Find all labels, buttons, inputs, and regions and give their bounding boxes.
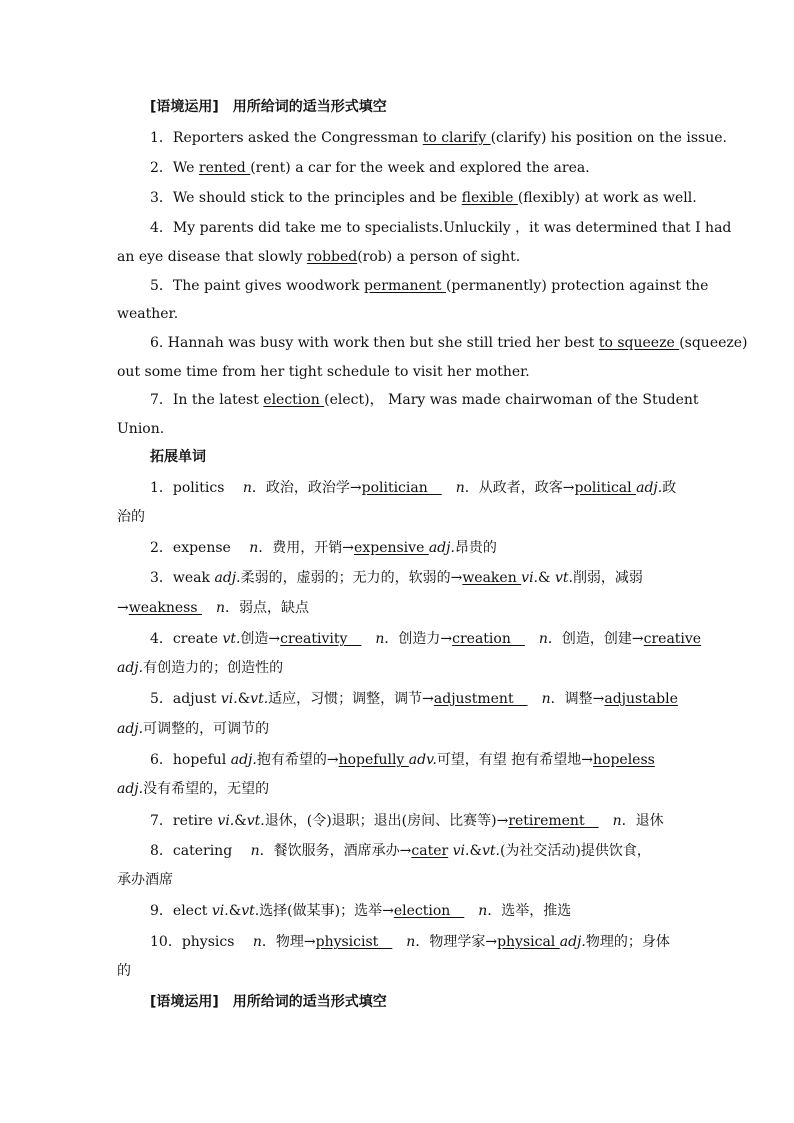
vocab-text <box>442 480 456 496</box>
section-heading: [语境运用] 用所给词的适当形式填空 <box>150 99 387 115</box>
answer-blank: physical <box>497 934 560 950</box>
answer-blank: creation <box>452 631 525 647</box>
vocab-text <box>392 934 406 950</box>
vocab-item <box>150 932 677 952</box>
vocab-text: 5．adjust <box>150 691 221 707</box>
vocab-text: 7．retire <box>150 813 218 829</box>
pos: n <box>455 480 465 496</box>
vocab-text: 10．physics <box>150 934 253 950</box>
item-text: 2．We <box>150 160 199 176</box>
vocab-text: & <box>538 570 555 586</box>
answer-blank: to clarify <box>422 130 491 146</box>
pos: adj. <box>117 781 144 797</box>
section-heading: [语境运用] 用所给词的适当形式填空 <box>150 994 387 1010</box>
pos: adj. <box>117 660 144 676</box>
answer-blank: election <box>263 392 325 408</box>
item-text: (permanently) protection against the <box>445 278 709 294</box>
vocab-text: 削弱，减弱 <box>572 570 643 586</box>
vocab-text: & <box>237 691 251 707</box>
vocab-text: 选择(做某事)；选举→ <box>259 903 394 919</box>
pos: n <box>252 934 262 950</box>
vocab-text <box>525 631 539 647</box>
item-text: (flexibly) at work as well. <box>517 190 697 206</box>
vocab-text: ．退休 <box>621 813 664 829</box>
pos: vt. <box>222 631 241 647</box>
vocab-text: ．费用，开销→ <box>258 540 355 556</box>
answer-blank: creativity <box>280 631 362 647</box>
pos: vt. <box>241 903 260 919</box>
vocab-item <box>150 750 677 770</box>
vocab-text: 柔弱的，虚弱的；无力的，软弱的→ <box>240 570 463 586</box>
pos: adj. <box>559 934 586 950</box>
vocab-item-continued: 承办酒席 <box>117 872 173 888</box>
pos: adj. <box>230 752 257 768</box>
pos: adj. <box>636 480 663 496</box>
vocab-text: ．创造，创建→ <box>547 631 644 647</box>
vocab-text <box>464 903 478 919</box>
answer-blank: permanent <box>364 278 446 294</box>
pos: n <box>215 600 225 616</box>
pos: adj. <box>428 540 455 556</box>
exercise-item <box>150 188 697 208</box>
vocab-item <box>150 568 677 588</box>
item-text: 3．We should stick to the principles and be <box>150 190 462 206</box>
exercise-item <box>150 333 748 353</box>
vocab-text: 没有希望的，无望的 <box>143 781 270 797</box>
pos: n <box>406 934 416 950</box>
answer-blank: physicist <box>315 934 393 950</box>
vocab-text: ．调整→ <box>550 691 605 707</box>
pos: n <box>375 631 385 647</box>
vocab-text: 昂贵的 <box>454 540 497 556</box>
vocab-text: ．创造力→ <box>384 631 453 647</box>
pos: vi. <box>448 843 470 859</box>
vocab-text: & <box>469 843 482 859</box>
vocab-item-continued <box>117 598 677 618</box>
vocab-item <box>150 811 677 831</box>
vocab-item-continued <box>117 658 677 678</box>
item-text: (rob) a person of sight. <box>357 249 521 265</box>
vocab-text <box>361 631 375 647</box>
arrow: → <box>117 600 129 616</box>
pos: n <box>538 631 548 647</box>
vocab-text: & <box>234 813 247 829</box>
exercise-item <box>150 390 699 410</box>
vocab-item <box>150 538 677 558</box>
vocab-text: ．弱点，缺点 <box>225 600 309 616</box>
answer-blank: adjustable <box>604 691 678 707</box>
exercise-item-continued <box>117 247 677 267</box>
pos: vt. <box>554 570 573 586</box>
pos: vi. <box>211 903 229 919</box>
answer-blank: adjustment <box>433 691 528 707</box>
pos: n <box>478 903 488 919</box>
vocab-text: 4．create <box>150 631 223 647</box>
section-heading: 拓展单词 <box>150 449 206 465</box>
vocab-text: ．物理学家→ <box>415 934 498 950</box>
item-text: (clarify) his position on the issue. <box>490 130 727 146</box>
vocab-text: 可望，有望 抱有希望地→ <box>436 752 593 768</box>
answer-blank: to squeeze <box>598 335 680 351</box>
exercise-item <box>150 218 732 238</box>
exercise-item <box>150 158 677 178</box>
pos: adj. <box>117 721 144 737</box>
item-text: (squeeze) <box>679 335 748 351</box>
vocab-text: ．选举，推选 <box>487 903 572 919</box>
vocab-text: 8．catering <box>150 843 251 859</box>
answer-blank: hopefully <box>338 752 409 768</box>
vocab-item-continued: 治的 <box>117 509 145 525</box>
vocab-text: (为社交活动)提供饮食， <box>499 843 651 859</box>
item-text: 1．Reporters asked the Congressman <box>150 130 423 146</box>
vocab-text: ．政治，政治学→ <box>251 480 362 496</box>
pos: vt. <box>246 813 265 829</box>
vocab-item <box>150 478 677 498</box>
pos: vt. <box>481 843 500 859</box>
vocab-text: 1．politics <box>150 480 243 496</box>
item-text: 6. Hannah was busy with work then but she still tried her best <box>150 335 599 351</box>
item-text: 7．In the latest <box>150 392 264 408</box>
pos: n <box>612 813 622 829</box>
exercise-item-continued: weather. <box>117 306 179 322</box>
vocab-item <box>150 841 677 861</box>
vocab-text <box>528 691 542 707</box>
answer-blank: rented <box>198 160 251 176</box>
exercise-item <box>150 128 727 148</box>
vocab-text: 2．expense <box>150 540 250 556</box>
exercise-item <box>150 276 709 296</box>
vocab-text: 退休，(令)退职；退出(房间、比赛等)→ <box>264 813 509 829</box>
vocab-text: ．餐饮服务，酒席承办→ <box>259 843 412 859</box>
item-text: 4．My parents did take me to specialists.Unluckily ，it was determined that I had <box>150 220 732 236</box>
answer-blank: flexible <box>461 190 518 206</box>
vocab-item-continued <box>117 719 677 739</box>
vocab-text: 适应，习惯；调整，调节→ <box>268 691 434 707</box>
vocab-text: 6．hopeful <box>150 752 231 768</box>
exercise-item-continued: Union. <box>117 421 165 437</box>
pos: n <box>541 691 551 707</box>
answer-blank: politician <box>361 480 442 496</box>
vocab-text: 3．weak <box>150 570 215 586</box>
exercise-item-continued: out some time from her tight schedule to visit her mother. <box>117 364 530 380</box>
pos: n <box>250 843 260 859</box>
vocab-item-continued: 的 <box>117 963 131 979</box>
pos: adj. <box>214 570 241 586</box>
answer-blank: retirement <box>508 813 599 829</box>
answer-blank: creative <box>643 631 702 647</box>
pos: n <box>242 480 252 496</box>
vocab-item <box>150 689 677 709</box>
vocab-text: 抱有希望的→ <box>256 752 339 768</box>
answer-blank: cater <box>411 843 449 859</box>
answer-blank: expensive <box>354 540 429 556</box>
vocab-text: 有创造力的；创造性的 <box>143 660 284 676</box>
answer-blank: weakness <box>128 600 202 616</box>
vocab-text: ．物理→ <box>261 934 316 950</box>
vocab-text: 政 <box>662 480 677 496</box>
pos: vi. <box>521 570 539 586</box>
vocab-item <box>150 901 677 921</box>
vocab-text: ．从政者，政客→ <box>464 480 575 496</box>
vocab-text: & <box>228 903 242 919</box>
vocab-text: 物理的；身体 <box>585 934 670 950</box>
answer-blank: weaken <box>462 570 522 586</box>
answer-blank: election <box>393 903 465 919</box>
vocab-text: 可调整的，可调节的 <box>143 721 270 737</box>
answer-blank: hopeless <box>593 752 655 768</box>
item-text: an eye disease that slowly <box>117 249 307 265</box>
vocab-item <box>150 629 702 649</box>
vocab-text <box>599 813 613 829</box>
vocab-item-continued <box>117 779 677 799</box>
vocab-text: 创造→ <box>240 631 281 647</box>
pos: adv. <box>408 752 437 768</box>
item-text: (elect)， Mary was made chairwoman of the Student <box>324 392 699 408</box>
item-text: 5．The paint gives woodwork <box>150 278 364 294</box>
pos: vi. <box>220 691 238 707</box>
item-text: (rent) a car for the week and explored the area. <box>250 160 590 176</box>
answer-blank: political <box>574 480 637 496</box>
vocab-text <box>202 600 216 616</box>
vocab-text: 9．elect <box>150 903 212 919</box>
pos: vi. <box>217 813 235 829</box>
answer-blank: robbed <box>306 249 358 265</box>
pos: n <box>249 540 259 556</box>
pos: vt. <box>250 691 269 707</box>
